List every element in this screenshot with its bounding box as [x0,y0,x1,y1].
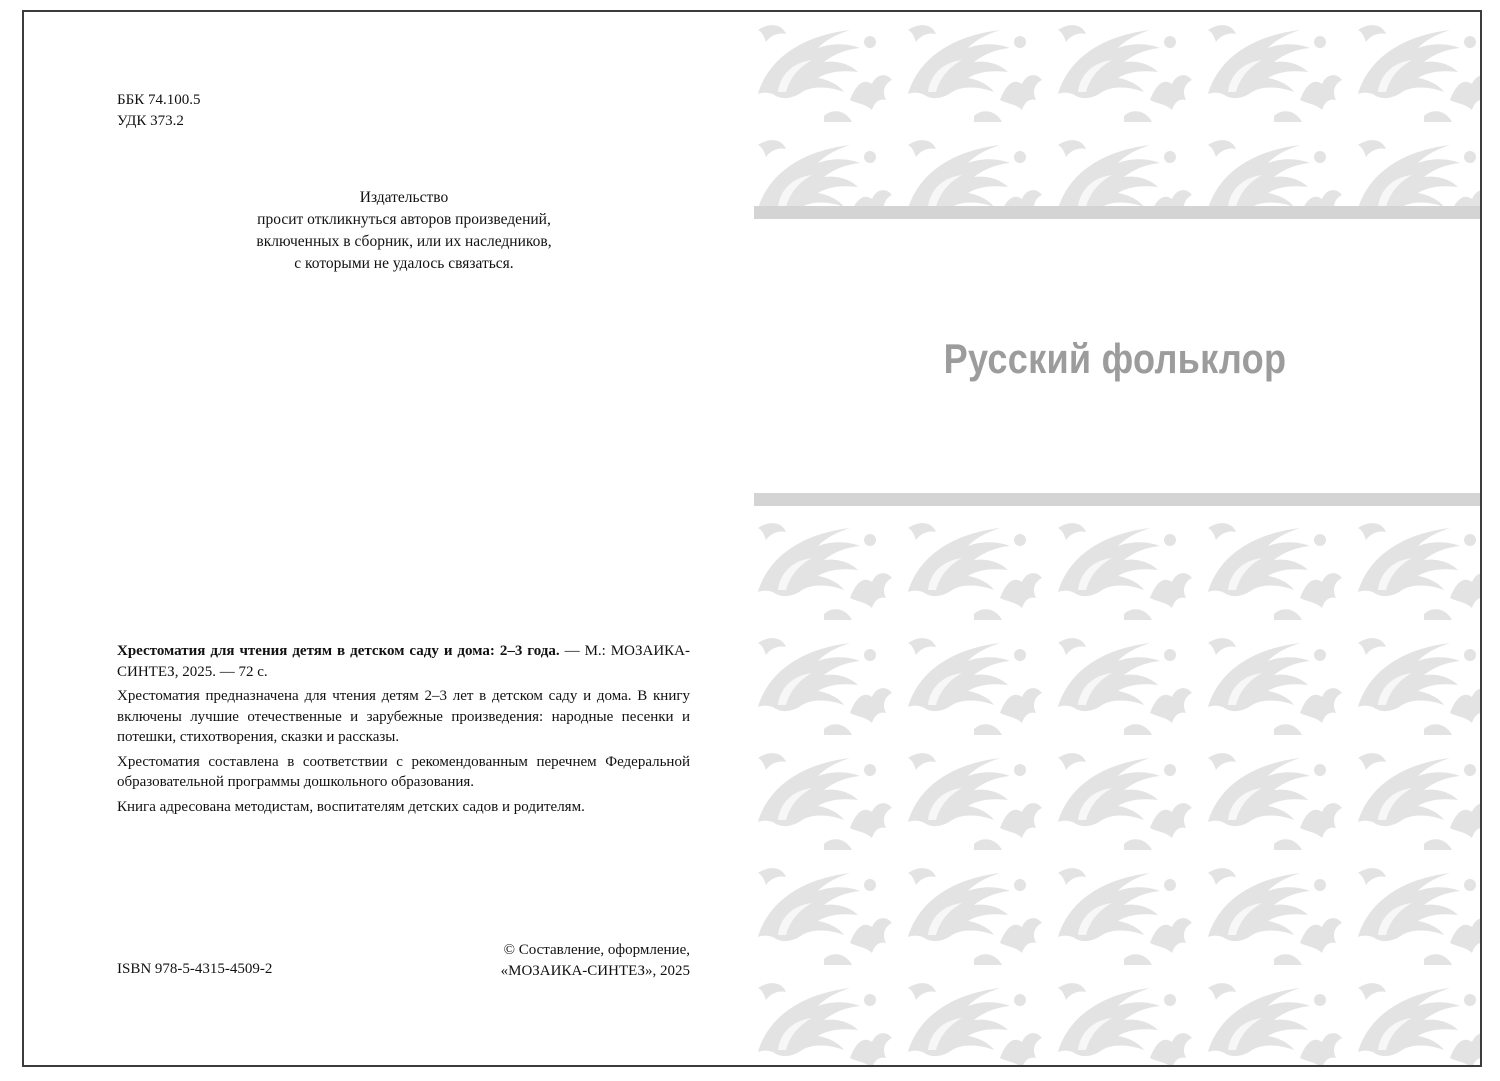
book-spread [22,10,1482,1067]
notice-line: включенных в сборник, или их наследников, [256,233,552,250]
divider-band-bottom [754,493,1480,506]
book-title-bold: Хрестоматия для чтения детям в детском саду и дома: 2–3 года. [117,643,560,659]
bbk-code: ББК 74.100.5 [117,92,201,108]
annotation-paragraph: Хрестоматия предназначена для чтения детям 2–3 лет в детском саду и дома. В книгу включены лучшие отечественные и зарубежные произведения: народные песенки и потешки, стихотворения, сказки и рассказы. [117,688,690,745]
imprint-page [24,12,754,1065]
isbn: ISBN 978-5-4315-4509-2 [117,961,273,977]
publisher-notice [204,187,604,275]
damask-leaf-ornament-icon [754,510,1480,1067]
divider-band-top [754,206,1480,219]
annotation-paragraph: Книга адресована методистам, воспитателям детских садов и родителям. [117,798,585,815]
publication-details: — М.: МОЗАИКА-СИНТЕЗ, 2025. — 72 с. [117,643,690,680]
classification-codes [117,90,200,132]
udk-code: УДК 373.2 [117,113,184,129]
page-title: Русский фольклор [943,335,1287,382]
bibliographic-record [117,641,690,682]
damask-pattern-top [754,12,1480,208]
copyright-line: © Составление, оформление, [503,942,690,958]
half-title-page [754,12,1480,1065]
annotation-paragraph: Хрестоматия составлена в соответствии с рекомендованным перечнем Федеральной образовательной программы дошкольного образования. [117,753,690,790]
annotation [117,641,690,821]
copyright-line: «МОЗАИКА-СИНТЕЗ», 2025 [500,963,690,979]
damask-pattern-bottom [754,510,1480,1067]
notice-line: с которыми не удалось связаться. [294,255,514,272]
copyright-notice [501,940,690,982]
notice-line: Издательство [359,189,449,206]
damask-leaf-ornament-icon [754,12,1480,208]
notice-line: просит откликнуться авторов произведений, [257,211,551,228]
